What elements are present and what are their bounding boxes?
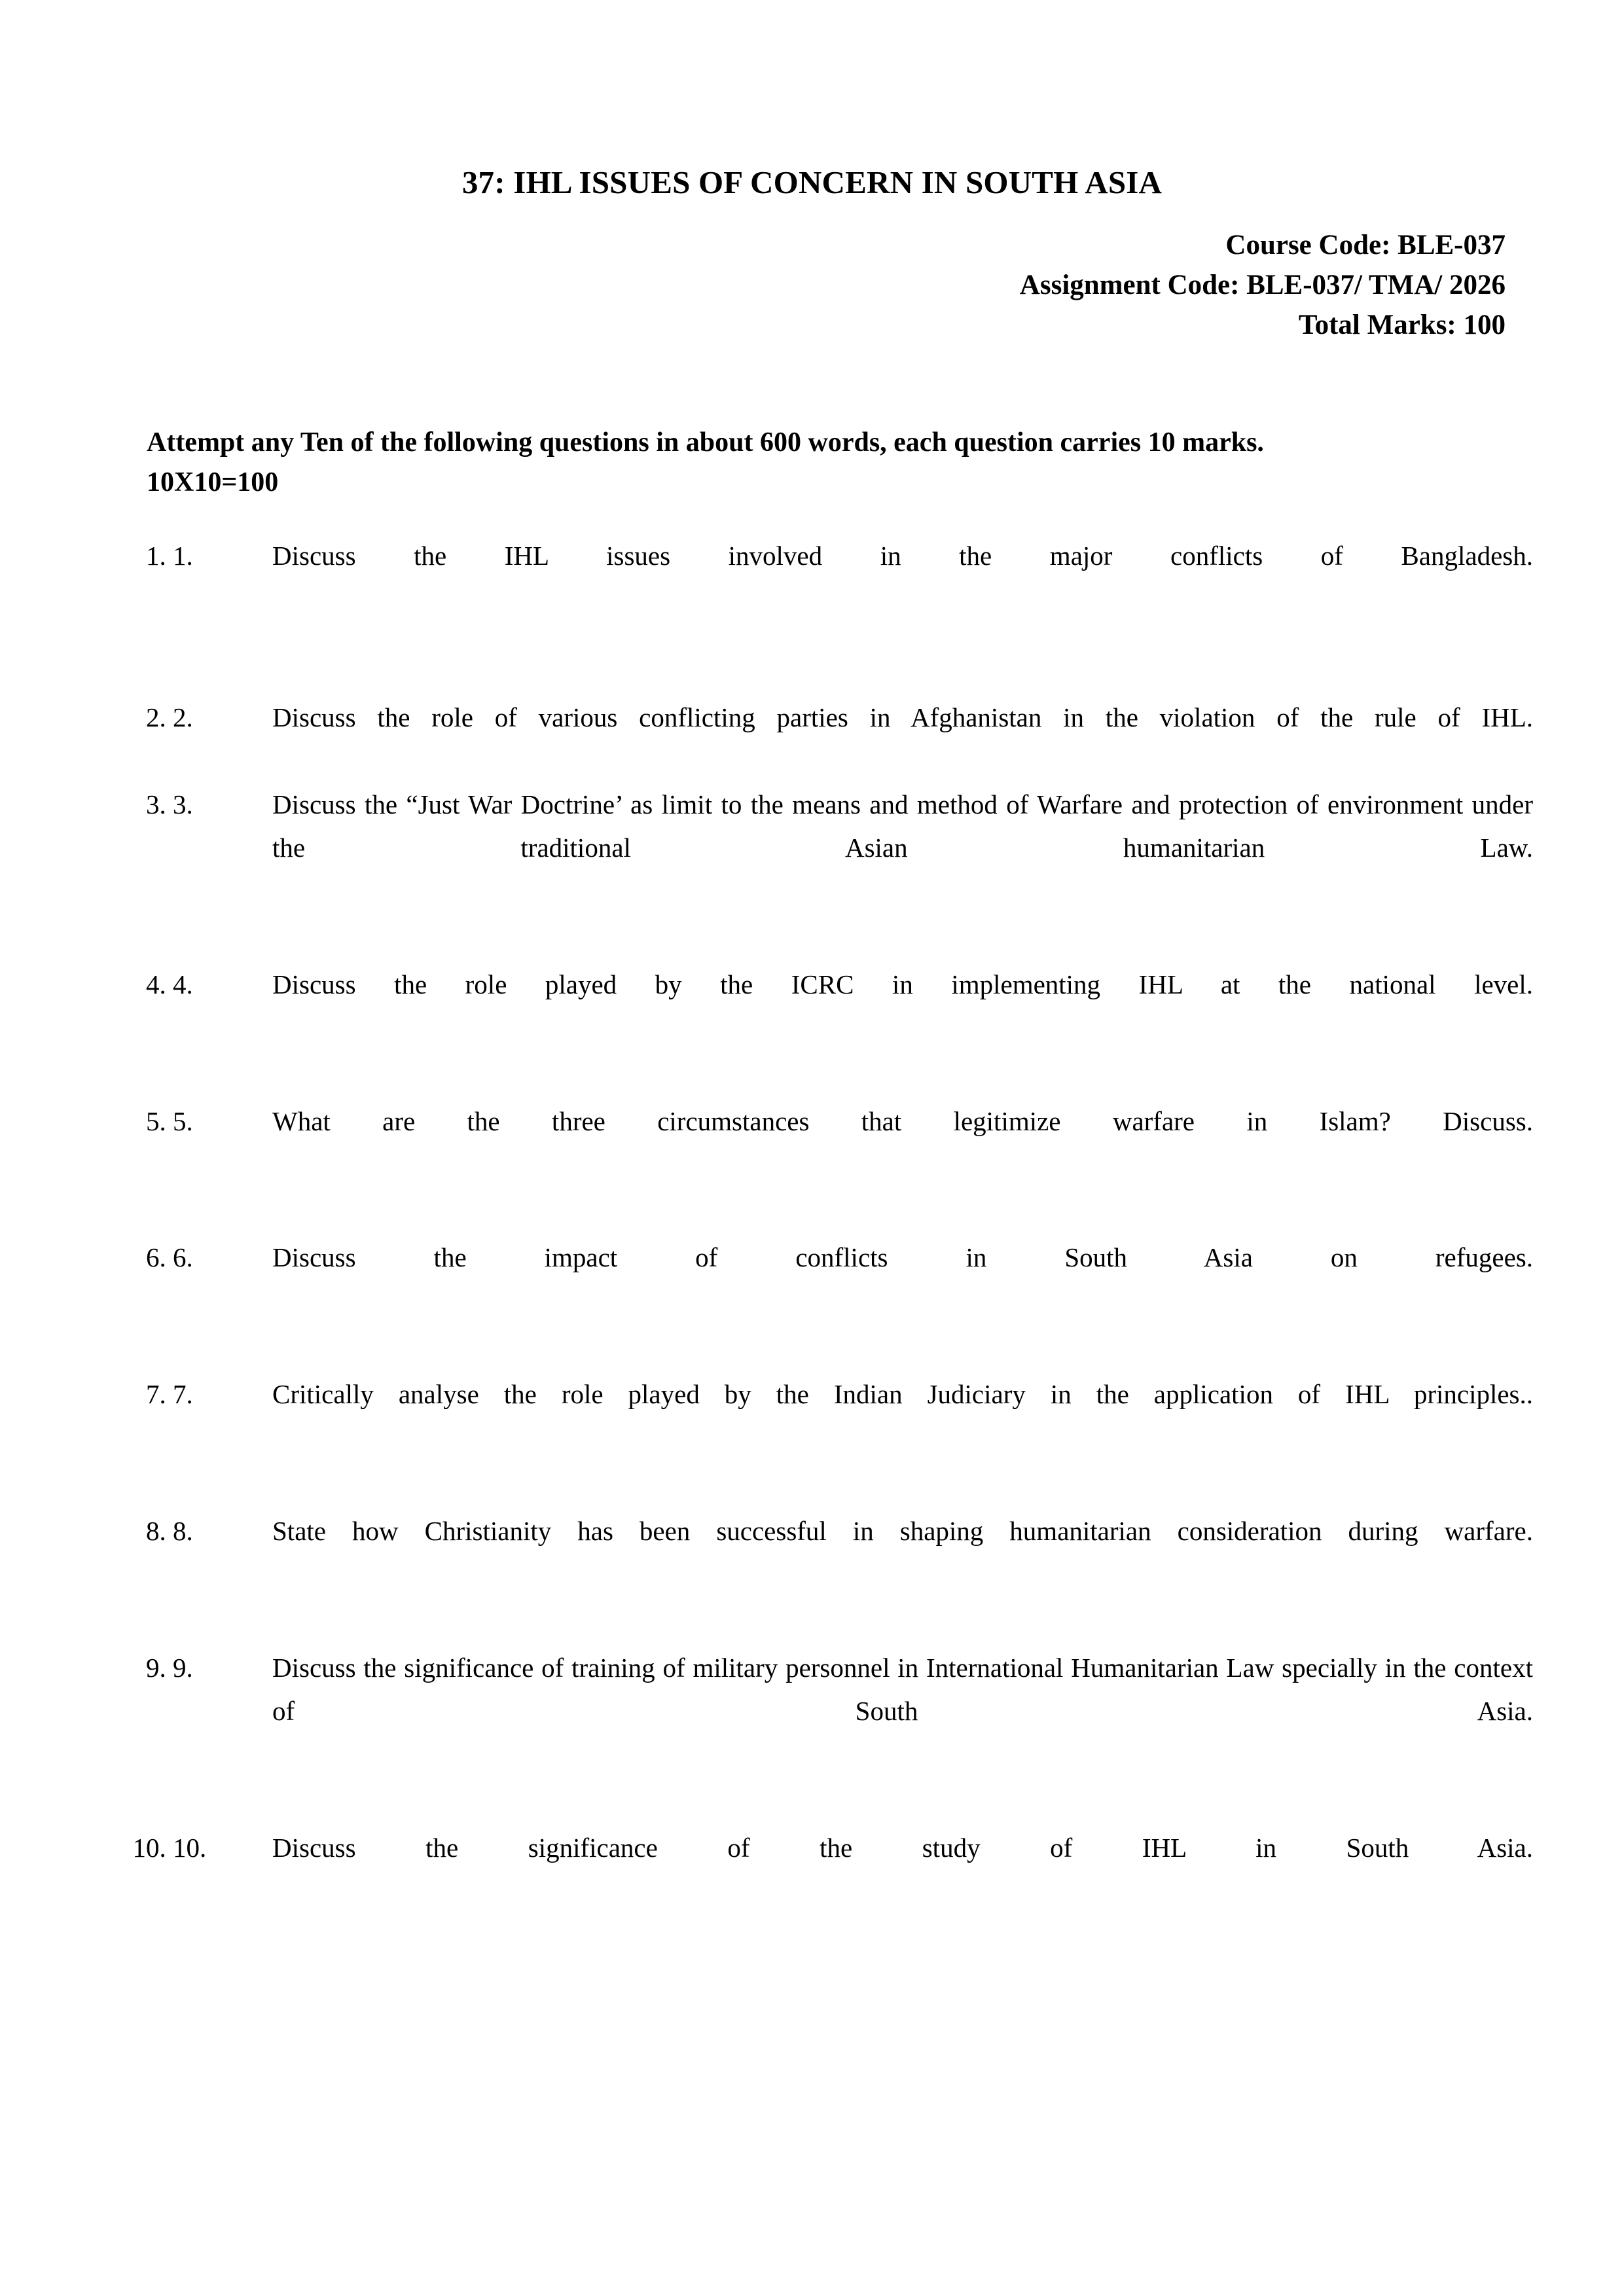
question-text: Discuss the impact of conflicts in South Asia on refugees. [272, 1242, 1533, 1273]
question-text: Discuss the significance of the study of IHL in South Asia. [272, 1833, 1533, 1863]
assignment-code: Assignment Code: BLE-037/ TMA/ 2026 [1019, 270, 1506, 301]
question-number: 10. 10. [173, 1833, 207, 1863]
question-text: What are the three circumstances that legitimize warfare in Islam? Discuss. [272, 1105, 1533, 1136]
question-item-9 [173, 1646, 1533, 1776]
course-meta-block [458, 225, 1506, 345]
instruction-line-1: Attempt any Ten of the following questions in about 600 words, each question carries 10 marks. [147, 427, 1264, 457]
question-number: 3. 3. [173, 789, 193, 819]
question-number: 6. 6. [173, 1242, 193, 1273]
question-number: 5. 5. [173, 1105, 193, 1136]
question-item-6 [173, 1236, 1533, 1323]
total-marks: Total Marks: 100 [1298, 310, 1506, 341]
question-text: Discuss the role played by the ICRC in implementing IHL at the national level. [272, 969, 1533, 999]
question-text: Discuss the “Just War Doctrine’ as limit to the means and method of Warfare and protection of environment under the traditional Asian humanitarian Law. [272, 789, 1533, 863]
question-text: Discuss the IHL issues involved in the major conflicts of Bangladesh. [272, 541, 1533, 571]
question-item-5 [173, 1100, 1533, 1187]
question-list [147, 534, 1533, 1913]
question-item-7 [173, 1372, 1533, 1460]
question-item-8 [173, 1509, 1533, 1596]
question-text: Discuss the significance of training of military personnel in International Humanitarian Law specially in the context of South Asia. [272, 1652, 1533, 1727]
question-number: 2. 2. [173, 702, 193, 732]
question-text: State how Christianity has been successful in shaping humanitarian consideration during warfare. [272, 1516, 1533, 1547]
question-number: 4. 4. [173, 969, 193, 999]
question-text: Discuss the role of various conflicting parties in Afghanistan in the violation of the rule of IHL. [272, 702, 1533, 732]
question-number: 7. 7. [173, 1379, 193, 1410]
instruction-paragraph [147, 423, 1507, 503]
page-title: 37: IHL ISSUES OF CONCERN IN SOUTH ASIA [461, 164, 1163, 200]
question-item-4 [173, 963, 1533, 1050]
question-item-1 [173, 534, 1533, 621]
question-item-10 [173, 1826, 1533, 1913]
instruction-line-2: 10X10=100 [147, 467, 279, 498]
question-number: 8. 8. [173, 1516, 193, 1547]
question-number: 1. 1. [173, 541, 193, 571]
course-code: Course Code: BLE-037 [1225, 230, 1506, 260]
question-item-2 [173, 696, 1533, 783]
question-item-3 [173, 783, 1533, 913]
question-text: Critically analyse the role played by the Indian Judiciary in the application of IHL principles.. [272, 1379, 1533, 1410]
question-number: 9. 9. [173, 1652, 193, 1683]
